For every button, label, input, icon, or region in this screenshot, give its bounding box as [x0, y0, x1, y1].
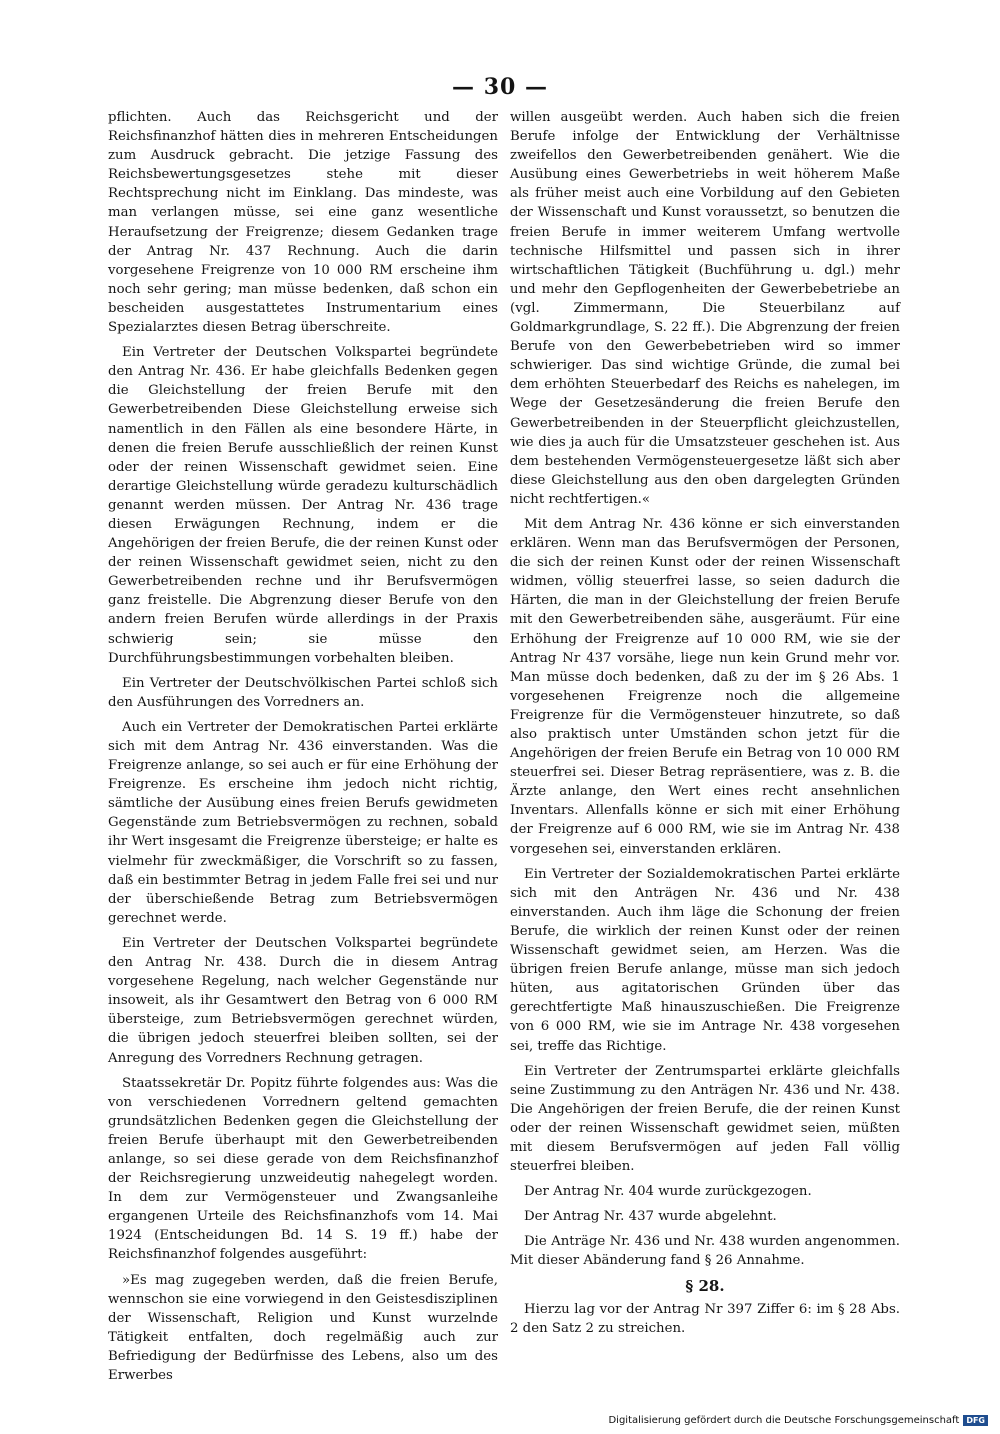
paragraph: Hierzu lag vor der Antrag Nr 397 Ziffer 6: im § 28 Abs. 2 den Satz 2 zu streichen. [510, 1301, 900, 1336]
paragraph: Ein Vertreter der Deutschen Volkspartei begründete den Antrag Nr. 436. Er habe gleichfalls Bedenken gegen die Gleichstellung der freien Berufe mit den Gewerbetreibenden Diese Gleichstellung erweise sich namentlich in den Fällen als eine besondere Härte, in denen die freien Berufe ausschließlich der reinen Kunst oder der reinen Wissenschaft gewidmet seien. Eine derartige Gleichstellung würde geradezu kulturschädlich genannt werden müssen. Der Antrag Nr. 436 trage diesen Erwägungen Rechnung, indem er die Angehörigen der freien Berufe, die der reinen Kunst oder der reinen Wissenschaft gewidmet seien, nicht zu den Gewerbetreibenden rechne und ihr Berufsvermögen ganz freistelle. Die Abgrenzung dieser Berufe von den andern freien Berufen würde allerdings in der Praxis schwierig sein; sie müsse den Durchführungsbestimmungen vorbehalten bleiben. [108, 345, 498, 666]
paragraph: Auch ein Vertreter der Demokratischen Partei erklärte sich mit dem Antrag Nr. 436 einverstanden. Was die Freigrenze anlange, so sei auch er für eine Erhöhung der Freigrenze. Es erscheine ihm jedoch nicht richtig, sämtliche der Ausübung eines freien Berufs gewidmeten Gegenstände zum Betriebsvermögen zu rechnen, sobald ihr Wert insgesamt die Freigrenze übersteige; er halte es vielmehr für zweckmäßiger, die Vorschrift so zu fassen, daß ein bestimmter Betrag in jedem Falle frei sei und nur der überschießende Betrag zum Betriebsvermögen gerechnet werde. [108, 719, 498, 926]
paragraph: Ein Vertreter der Deutschvölkischen Partei schloß sich den Ausführungen des Vorredners an. [108, 675, 498, 710]
paragraph: pflichten. Auch das Reichsgericht und der Reichsfinanzhof hätten dies in mehreren Entscheidungen zum Ausdruck gebracht. Die jetzige Fassung des Reichsbewertungsgesetzes stehe mit dieser Rechtsprechung nicht im Einklang. Das mindeste, was man verlangen müsse, sei eine ganz wesentliche Heraufsetzung der Freigrenze; diesem Gedanken trage der Antrag Nr. 437 Rechnung. Auch die darin vorgesehene Freigrenze von 10 000 RM erscheine ihm noch sehr gering; man müsse bedenken, daß schon ein bescheiden ausgestattetes Instrumentarium eines Spezialarztes diesen Betrag überschreite. [108, 110, 498, 336]
left-column [108, 108, 498, 1391]
paragraph: Ein Vertreter der Deutschen Volkspartei begründete den Antrag Nr. 438. Durch die in diesem Antrag vorgesehene Regelung, nach welcher Gegenstände nur insoweit, als ihr Gesamtwert den Betrag von 6 000 RM übersteige, zum Betriebsvermögen gerechnet würden, die übrigen jedoch steuerfrei bleiben sollten, sei der Anregung des Vorredners Rechnung getragen. [108, 935, 498, 1066]
paragraph: willen ausgeübt werden. Auch haben sich die freien Berufe infolge der Entwicklung der Verhältnisse zweifellos den Gewerbetreibenden genähert. Wie die Ausübung eines Gewerbetriebs in weit höherem Maße als früher meist auch eine Vorbildung auf den Gebieten der Wissenschaft und Kunst voraussetzt, so benutzen die freien Berufe in immer weiterem Umfang wertvolle technische Hilfsmittel und passen sich in ihrer wirtschaftlichen Tätigkeit (Buchführung u. dgl.) mehr und mehr den Gepflogenheiten der Gewerbebetriebe an (vgl. Zimmermann, Die Steuerbilanz auf Goldmarkgrundlage, S. 22 ff.). Die Abgrenzung der freien Berufe von den Gewerbebetrieben wird so immer schwieriger. Das sind wichtige Gründe, die zumal bei dem erhöhten Steuerbedarf des Reichs es nahelegen, im Wege der Gesetzesänderung die freien Berufe den Gewerbetreibenden in der Steuerpflicht gleichzustellen, wie dies ja auch für die Umsatzsteuer geschehen ist. Aus dem bestehenden Vermögensteuergesetze läßt sich aber diese Gleichstellung aus den oben dargelegten Gründen nicht rechtfertigen.« [510, 110, 900, 507]
paragraph: Staatssekretär Dr. Popitz führte folgendes aus: Was die von verschiedenen Vorrednern geltend gemachten grundsätzlichen Bedenken gegen die Gleichstellung der freien Berufe überhaupt mit den Gewerbetreibenden anlange, so sei diese gerade von dem Reichsfinanzhof der Reichsregierung unzweideutig nahegelegt worden. In dem zur Vermögensteuer und Zwangsanleihe ergangenen Urteile des Reichsfinanzhofs vom 14. Mai 1924 (Entscheidungen Bd. 14 S. 19 ff.) habe der Reichsfinanzhof folgendes ausgeführt: [108, 1075, 498, 1263]
paragraph: Ein Vertreter der Sozialdemokratischen Partei erklärte sich mit den Anträgen Nr. 436 und Nr. 438 einverstanden. Auch ihm läge die Schonung der freien Berufe, die wirklich der reinen Kunst oder der reinen Wissenschaft gewidmet seien, am Herzen. Was die übrigen freien Berufe anlange, müsse man sich jedoch hüten, aus agitatorischen Gründen über das gerechtfertigte Maß hinauszuschießen. Die Freigrenze von 6 000 RM, wie sie im Antrage Nr. 438 vorgesehen sei, treffe das Richtige. [510, 866, 900, 1054]
paragraph: Der Antrag Nr. 404 wurde zurückgezogen. [524, 1184, 812, 1200]
paragraph: Der Antrag Nr. 437 wurde abgelehnt. [524, 1209, 777, 1225]
dfg-logo: DFG [963, 1415, 988, 1426]
section-heading: § 28. [685, 1276, 725, 1295]
right-column [510, 108, 900, 1344]
page-number: — 30 — [452, 74, 548, 100]
footer-text: Digitalisierung gefördert durch die Deutsche Forschungsgemeinschaft [608, 1415, 960, 1426]
paragraph: Die Anträge Nr. 436 und Nr. 438 wurden angenommen. Mit dieser Abänderung fand § 26 Annahme. [510, 1234, 900, 1269]
paragraph: »Es mag zugegeben werden, daß die freien Berufe, wennschon sie eine vorwiegend in den Geistesdisziplinen der Wissenschaft, Religion und Kunst wurzelnde Tätigkeit entfalten, doch regelmäßig auch zur Befriedigung der Bedürfnisse des Lebens, also um des Erwerbes [108, 1272, 498, 1383]
paragraph: Ein Vertreter der Zentrumspartei erklärte gleichfalls seine Zustimmung zu den Anträgen Nr. 436 und Nr. 438. Die Angehörigen der freien Berufe, die der reinen Kunst oder der reinen Wissenschaft gewidmet seien, müßten mit diesem Berufsvermögen auf jeden Fall völlig steuerfrei bleiben. [510, 1063, 900, 1175]
paragraph: Mit dem Antrag Nr. 436 könne er sich einverstanden erklären. Wenn man das Berufsvermögen der Personen, die sich der reinen Kunst oder der reinen Wissenschaft widmen, völlig steuerfrei lasse, so seien dadurch die Härten, die man in der Gleichstellung der freien Berufe mit den Gewerbetreibenden sähe, ausgeräumt. Für eine Erhöhung der Freigrenze auf 10 000 RM, wie sie der Antrag Nr 437 vorsähe, liege nun kein Grund mehr vor. Man müsse doch bedenken, daß zu der im § 26 Abs. 1 vorgesehenen Freigrenze noch die allgemeine Freigrenze für die Vermögensteuer hinzutrete, so daß also praktisch unter Umständen schon jetzt für die Angehörigen der freien Berufe ein Betrag von 10 000 RM steuerfrei sei. Dieser Betrag repräsentiere, was z. B. die Ärzte anlange, den Wert eines recht ansehnlichen Inventars. Allenfalls könne er sich mit einer Erhöhung der Freigrenze auf 6 000 RM, wie sie im Antrag Nr. 438 vorgesehen sei, einverstanden erklären. [510, 516, 900, 857]
footer [608, 1415, 988, 1426]
